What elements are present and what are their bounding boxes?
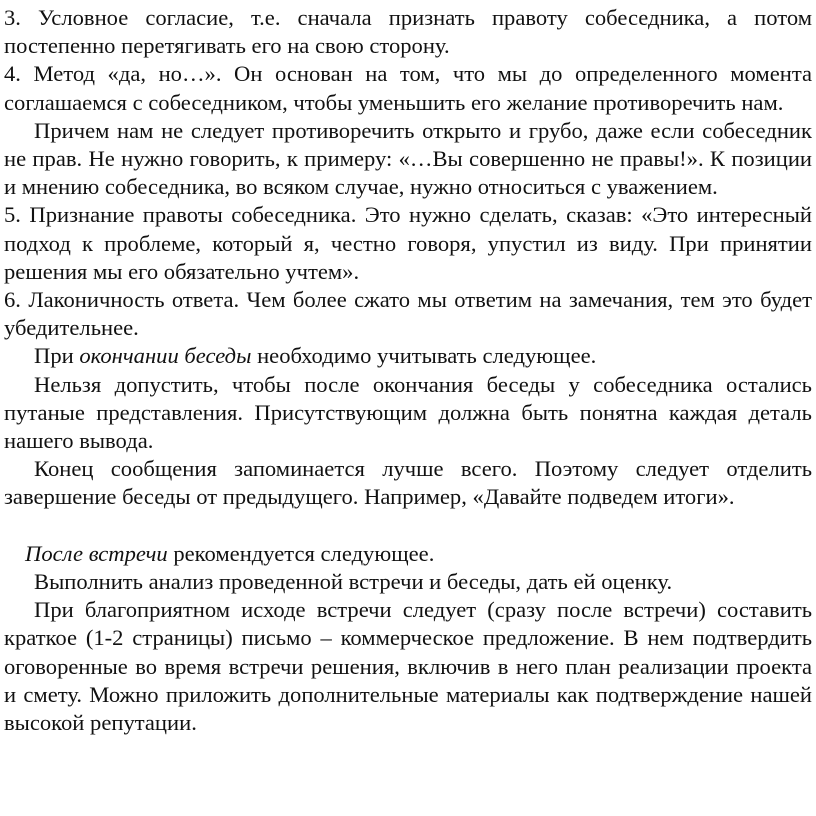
paragraph-message-end: Конец сообщения запоминается лучше всего. Поэтому следует отделить завершение беседы от предыдущего. Например, «Давайте подведем итоги». xyxy=(4,456,812,510)
list-item-4: 4. Метод «да, но…». Он основан на том, что мы до определенного момента соглашаемся с собеседником, чтобы уменьшить его желание противоречить нам. xyxy=(4,61,812,115)
after-intro-italic: После встречи xyxy=(25,540,168,566)
end-intro-italic: окончании беседы xyxy=(79,343,252,369)
paragraph-after-meeting xyxy=(4,540,812,568)
blank-line xyxy=(4,512,812,540)
end-intro-suffix: необходимо учитывать следующее. xyxy=(251,343,597,369)
after-intro-suffix: рекомендуется следующее. xyxy=(167,540,435,566)
list-item-3: 3. Условное согласие, т.е. сначала признать правоту собеседника, а потом постепенно перетягивать его на свою сторону. xyxy=(4,5,812,59)
paragraph-contradict: Причем нам не следует противоречить открыто и грубо, даже если собеседник не прав. Не нужно говорить, к примеру: «…Вы совершенно не правы!». К позиции и мнению собеседника, во всяком случае, нужно относиться с уважением. xyxy=(4,117,812,200)
paragraph-analysis: Выполнить анализ проведенной встречи и беседы, дать ей оценку. xyxy=(34,569,673,595)
paragraph-confusion: Нельзя допустить, чтобы после окончания беседы у собеседника остались путаные представления. Присутствующим должна быть понятна каждая деталь нашего вывода. xyxy=(4,371,812,454)
list-item-5: 5. Признание правоты собеседника. Это нужно сделать, сказав: «Это интересный подход к проблеме, который я, честно говоря, упустил из виду. При принятии решения мы его обязательно учтем». xyxy=(4,202,812,284)
paragraph-letter: При благоприятном исходе встречи следует (сразу после встречи) составить краткое (1-2 страницы) письмо – коммерческое предложение. В нем подтвердить оговоренные во время встречи решения, включив в него план реализации проекта и смету. Можно приложить дополнительные материалы как подтверждение нашей высокой репутации. xyxy=(4,597,812,736)
paragraph-end-of-conversation xyxy=(4,342,812,370)
list-item-6: 6. Лаконичность ответа. Чем более сжато мы ответим на замечания, тем это будет убедительнее. xyxy=(4,287,812,341)
end-intro-prefix: При xyxy=(34,343,80,369)
